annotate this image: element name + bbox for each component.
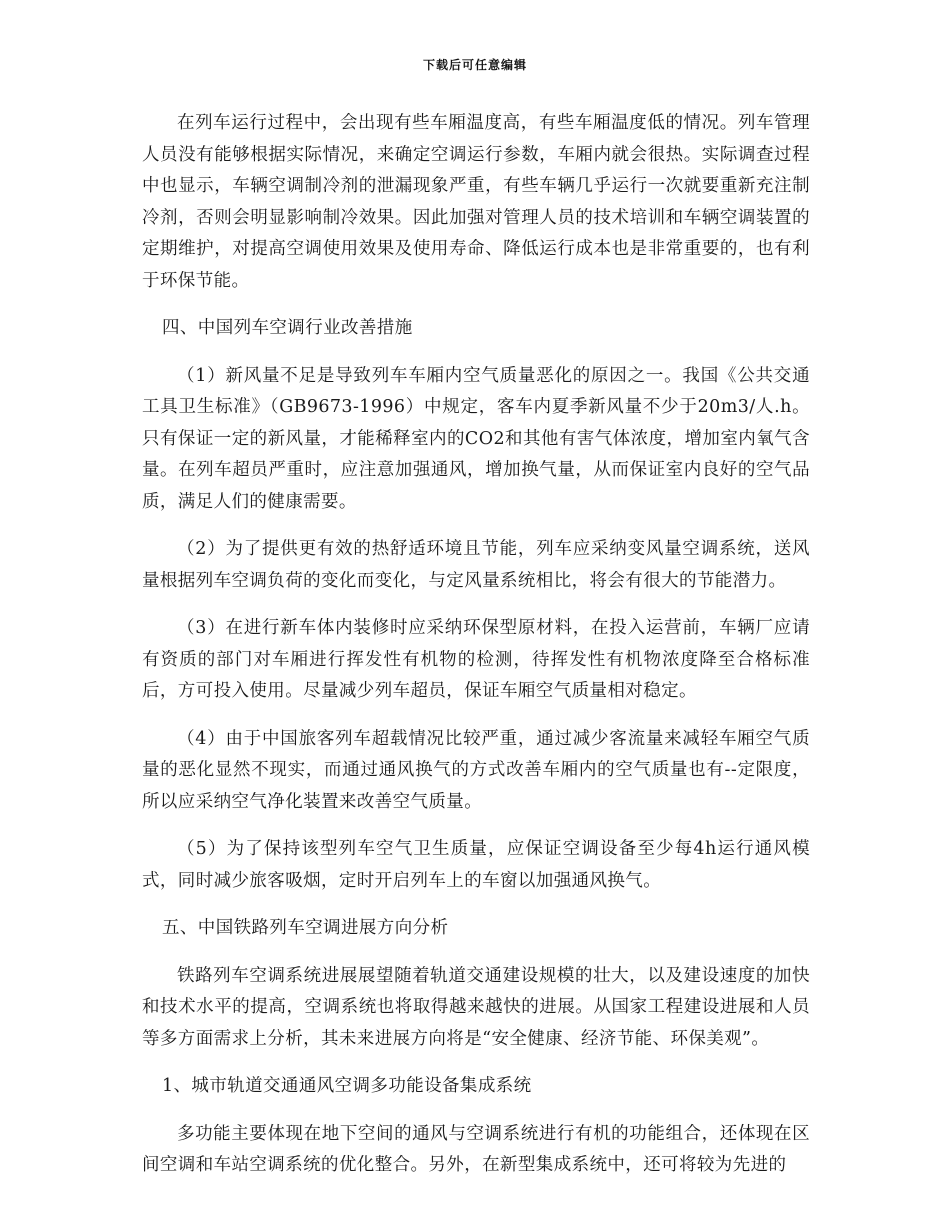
page-header: 下载后可任意编辑 [422,58,527,72]
document-body [142,108,810,1198]
paragraph-measure-2: （2）为了提供更有效的热舒适环境且节能，列车应采纳变风量空调系统，送风量根据列车空调负荷的变化而变化，与定风量系统相比，将会有很大的节能潜力。 [142,539,810,591]
section-heading-4: 四、中国列车空调行业改善措施 [162,318,413,338]
paragraph-measure-4: （4）由于中国旅客列车超载情况比较严重，通过减少客流量来减轻车厢空气质量的恶化显然不现实，而通过通风换气的方式改善车厢内的空气质量也有--定限度，所以应采纳空气净化装置来改善空气质量。 [142,728,810,812]
paragraph-measure-3: （3）在进行新车体内装修时应采纳环保型原材料，在投入运营前，车辆厂应请有资质的部门对车厢进行挥发性有机物的检测，待挥发性有机物浓度降至合格标准后，方可投入使用。尽量减少列车超员，保证车厢空气质量相对稳定。 [142,618,810,701]
paragraph-multifunction: 多功能主要体现在地下空间的通风与空调系统进行有机的功能组合，还体现在区间空调和车站空调系统的优化整合。另外，在新型集成系统中，还可将较为先进的 [142,1123,810,1175]
section-heading-5: 五、中国铁路列车空调进展方向分析 [162,918,449,938]
subsection-heading-1: 1、城市轨道交通通风空调多功能设备集成系统 [162,1076,532,1096]
paragraph-development-outlook: 铁路列车空调系统进展展望随着轨道交通建设规模的壮大，以及建设速度的加快和技术水平的提高，空调系统也将取得越来越快的进展。从国家工程建设进展和人员等多方面需求上分析，其未来进展方向将是“安全健康、经济节能、环保美观”。 [142,965,810,1049]
paragraph-measure-1: （1）新风量不足是导致列车车厢内空气质量恶化的原因之一。我国《公共交通工具卫生标准》（GB9673-1996）中规定，客车内夏季新风量不少于20m3/人.h。只有保证一定的新风量，才能稀释室内的CO2和其他有害气体浓度，增加室内氧气含量。在列车超员严重时，应注意加强通风，增加换气量，从而保证室内良好的空气品质，满足人们的健康需要。 [142,365,810,512]
paragraph-measure-5: （5）为了保持该型列车空气卫生质量，应保证空调设备至少每4h运行通风模式，同时减少旅客吸烟，定时开启列车上的车窗以加强通风换气。 [142,839,810,891]
paragraph-ac-operation: 在列车运行过程中，会出现有些车厢温度高，有些车厢温度低的情况。列车管理人员没有能够根据实际情况，来确定空调运行参数，车厢内就会很热。实际调查过程中也显示，车辆空调制冷剂的泄漏现象严重，有些车辆几乎运行一次就要重新充注制冷剂，否则会明显影响制冷效果。因此加强对管理人员的技术培训和车辆空调装置的定期维护，对提高空调使用效果及使用寿命、降低运行成本也是非常重要的，也有利于环保节能。 [142,113,810,291]
